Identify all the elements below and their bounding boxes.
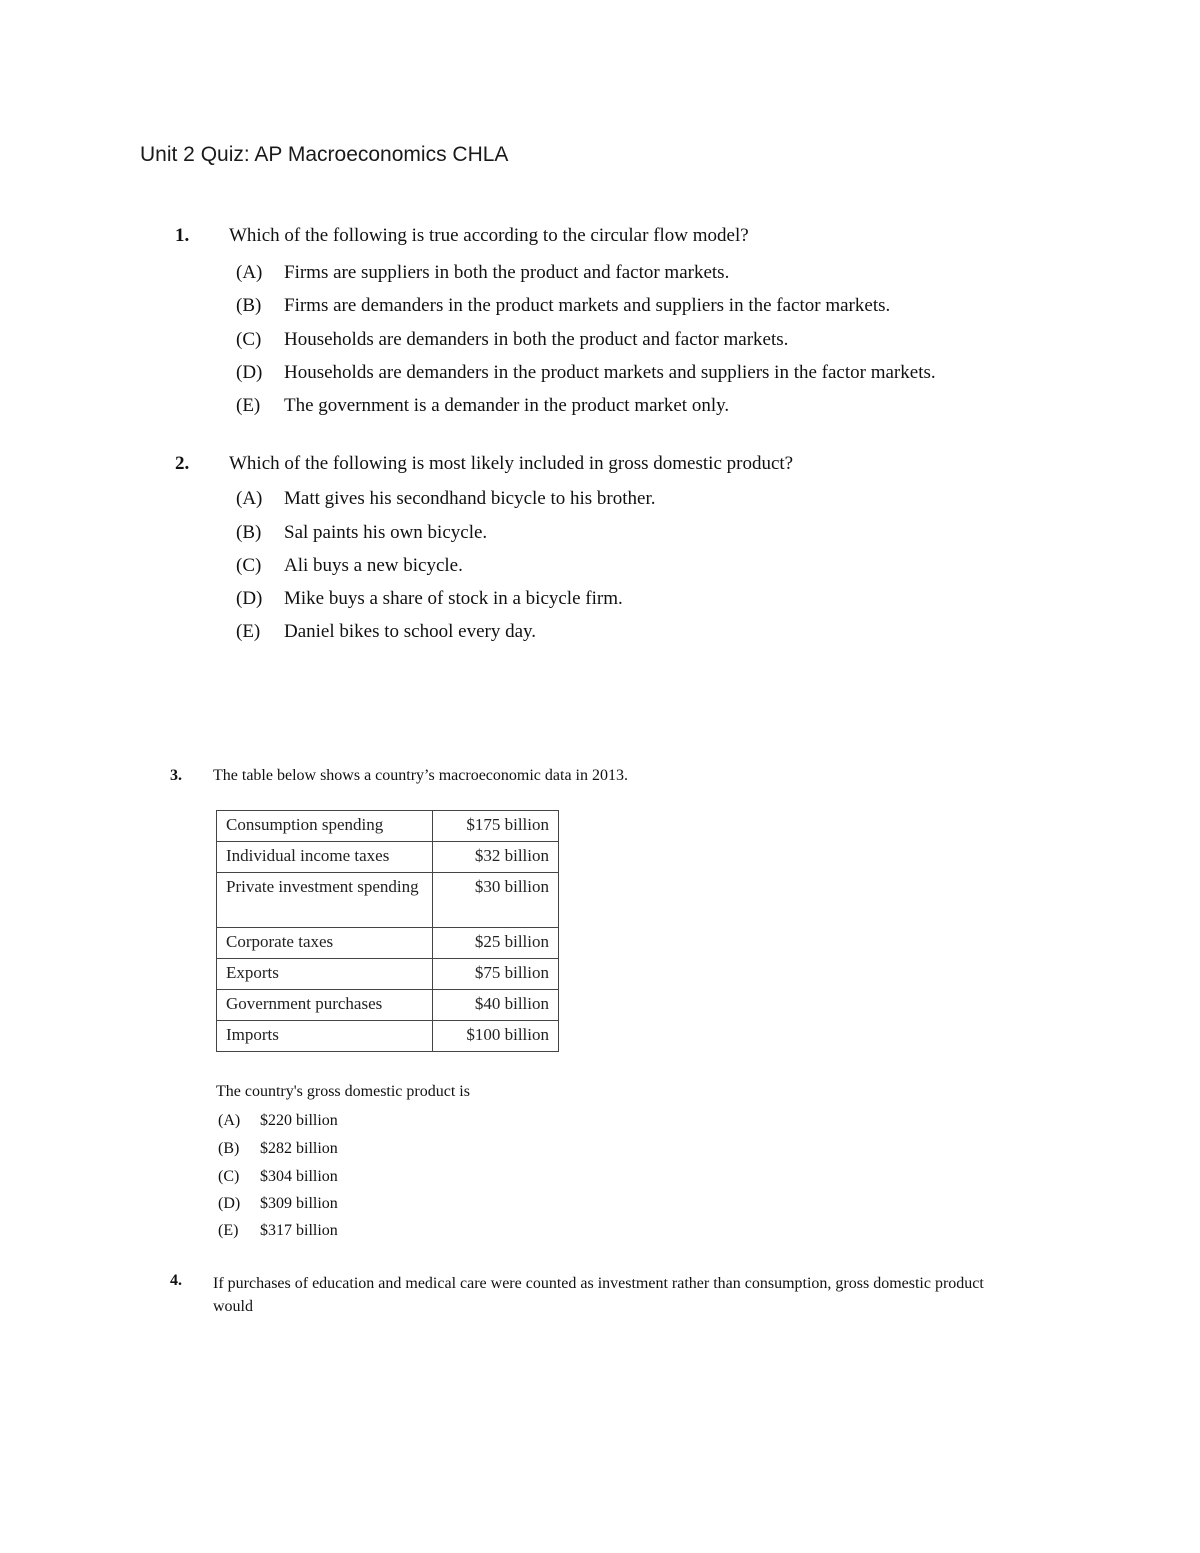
table-cell-value: $100 billion xyxy=(433,1021,559,1052)
choice-letter: (E) xyxy=(218,1222,239,1239)
question-stem: Which of the following is most likely included in gross domestic product? xyxy=(229,453,794,474)
choice-text: $282 billion xyxy=(260,1140,338,1157)
choice-text: Sal paints his own bicycle. xyxy=(284,522,488,543)
question-number: 4. xyxy=(170,1272,182,1289)
choice-text: $220 billion xyxy=(260,1112,338,1129)
table-cell-label: Corporate taxes xyxy=(217,928,433,959)
choice-letter: (E) xyxy=(236,395,261,416)
question-stem: If purchases of education and medical care were counted as investment rather than consumption, gross domestic product would xyxy=(213,1275,984,1315)
choice-letter: (C) xyxy=(218,1168,240,1185)
table-cell-value: $30 billion xyxy=(433,873,559,928)
choice-text: Households are demanders in both the product and factor markets. xyxy=(284,329,789,350)
question-stem: Which of the following is true according to the circular flow model? xyxy=(229,225,749,246)
choice-letter: (C) xyxy=(236,329,262,350)
question-prompt: The country's gross domestic product is xyxy=(216,1083,470,1100)
table-row xyxy=(217,873,559,928)
question-number: 1. xyxy=(175,225,190,246)
choice-text: Matt gives his secondhand bicycle to his brother. xyxy=(284,488,656,509)
choice-text: $317 billion xyxy=(260,1222,338,1239)
question-stem: The table below shows a country’s macroeconomic data in 2013. xyxy=(213,767,628,784)
choice-letter: (B) xyxy=(218,1140,240,1157)
choice-text: Mike buys a share of stock in a bicycle firm. xyxy=(284,588,623,609)
choice-letter: (B) xyxy=(236,522,262,543)
table-cell-value: $25 billion xyxy=(433,928,559,959)
table-cell-label: Exports xyxy=(217,959,433,990)
table-cell-value: $175 billion xyxy=(433,811,559,842)
table-cell-value: $75 billion xyxy=(433,959,559,990)
choice-letter: (A) xyxy=(236,488,263,509)
table-cell-label: Consumption spending xyxy=(217,811,433,842)
choice-text: $309 billion xyxy=(260,1195,338,1212)
choice-letter: (A) xyxy=(236,262,263,283)
question-number: 3. xyxy=(170,767,182,784)
choice-letter: (D) xyxy=(218,1195,241,1212)
table-cell-label: Individual income taxes xyxy=(217,842,433,873)
table-cell-label: Private investment spending xyxy=(217,873,433,928)
page-title: Unit 2 Quiz: AP Macroeconomics CHLA xyxy=(140,143,509,166)
choice-letter: (E) xyxy=(236,621,261,642)
choice-text: $304 billion xyxy=(260,1168,338,1185)
table-cell-label: Government purchases xyxy=(217,990,433,1021)
choice-letter: (D) xyxy=(236,362,263,383)
choice-text: The government is a demander in the product market only. xyxy=(284,395,730,416)
choice-text: Ali buys a new bicycle. xyxy=(284,555,463,576)
table-row xyxy=(217,811,559,842)
table-row xyxy=(217,990,559,1021)
choice-text: Firms are demanders in the product markets and suppliers in the factor markets. xyxy=(284,295,891,316)
choice-letter: (D) xyxy=(236,588,263,609)
table-cell-value: $32 billion xyxy=(433,842,559,873)
choice-letter: (A) xyxy=(218,1112,241,1129)
choice-text: Firms are suppliers in both the product and factor markets. xyxy=(284,262,730,283)
choice-letter: (B) xyxy=(236,295,262,316)
choice-text: Households are demanders in the product markets and suppliers in the factor markets. xyxy=(284,362,936,383)
choice-letter: (C) xyxy=(236,555,262,576)
table-row xyxy=(217,928,559,959)
choice-text: Daniel bikes to school every day. xyxy=(284,621,537,642)
table-cell-value: $40 billion xyxy=(433,990,559,1021)
question-number: 2. xyxy=(175,453,190,474)
table-row xyxy=(217,1021,559,1052)
table-cell-label: Imports xyxy=(217,1021,433,1052)
macroeconomic-data-table xyxy=(216,810,559,1052)
table-row xyxy=(217,959,559,990)
table-row xyxy=(217,842,559,873)
